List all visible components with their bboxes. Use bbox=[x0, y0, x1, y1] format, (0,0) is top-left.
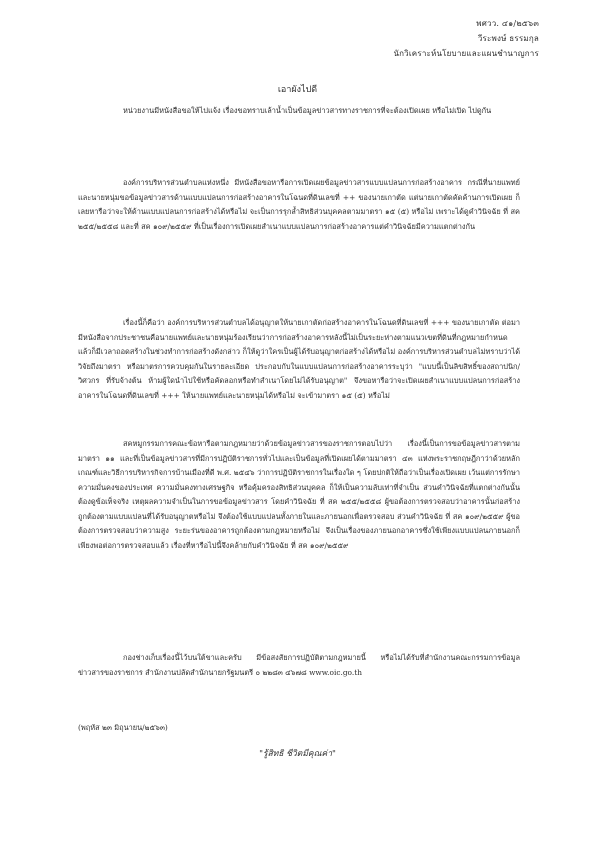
paragraph-closing bbox=[78, 651, 520, 680]
author-position: นักวิเคราะห์นโยบายและแผนชำนาญการ bbox=[393, 49, 539, 58]
paragraph-case bbox=[78, 176, 520, 234]
paragraph-answer bbox=[78, 437, 520, 553]
paragraph-intro-text: หน่วยงานมีหนังสือขอให้ไปแจ้ง เรื่องขอทราบเล้าน้ำเป็นข้อมูลข่าวสารทางราชการที่จะต้องเปิดเผย หรือไม่เปิด ไปดูกัน bbox=[123, 106, 492, 115]
paragraph-answer-text: สคหมูกรรมการคณะข้อหารือตามกฎหมายว่าด้วยข้อมูลข่าวสารของราชการตอบไปว่า เรื่องนี้เป็นการขอข้อมูลข่าวสารตามมาตรา ๑๑ และที่เป็นข้อมูลข่าวสารที่มีการปฏิบัติราชการทั่วไปและเป็นข้อมูลที่เปิดเผยได้ตามมาตรา ๔๓ แห่งพระราชกฤษฎีกาว่าด้วยหลักเกณฑ์และวิธีการบริหารกิจการบ้านเมืองที่ดี พ.ศ. ๒๕๔๖ ว่าการปฏิบัติราชการในเรื่องใด ๆ โดยปกติให้ถือว่าเป็นเรื่องเปิดเผย เว้นแต่การรักษาความมั่นคงของประเทศ ความมั่นคงทางเศรษฐกิจ หรือคุ้มครองสิทธิส่วนบุคคล ก็ให้เป็นความลับเท่าที่จำเป็น ส่วนคำวินิจฉัยที่แตกต่างกันนั้น ต้องดูข้อเท็จจริง เหตุผลความจำเป็นในการขอข้อมูลข่าวสาร โดยคำวินิจฉัย ที่ สค ๒๕๕/๒๕๕๘ ผู้ขอต้องการตรวจสอบว่าอาคารนั้นก่อสร้างถูกต้องตามแบบแปลนที่ได้รับอนุญาตหรือไม่ จึงต้องใช้แบบแปลนทั้งภายในและภายนอกเพื่อตรวจสอบ ส่วนคำวินิจฉัย ที่ สค ๑๐๙/๒๕๕๙ ผู้ขอต้องการตรวจสอบว่าความสูง ระยะร่นของอาคารถูกต้องตามกฎหมายหรือไม่ จึงเป็นเรื่องของภายนอกอาคารซึ่งใช้เพียงแบบแปลนภายนอกก็เพียงพอต่อการตรวจสอบแล้ว เรื่องที่หารือไปนี้จึงคล้ายกับคำวินิจฉัย ที่ สค ๑๐๙/๒๕๕๙ bbox=[78, 439, 520, 550]
paragraph-facts bbox=[78, 316, 520, 403]
paragraph-closing-text: กองช่างเก็บเรื่องนี้ไว้บนใต้ขาและครับ มีข้อสงสัยการปฏิบัติตามกฎหมายนี้ หรือไม่ได้รับที่สำนักงานคณะกรรมการข้อมูลข่าวสารของราชการ สำนักงานปลัดสำนักนายกรัฐมนตรี ๐ ๒๒๘๓ ๔๖๗๘ bbox=[78, 653, 520, 677]
slogan: "รู้สิทธิ ชีวิตมีคุณค่า" bbox=[259, 749, 336, 759]
website-link[interactable]: www.oic.go.th bbox=[309, 667, 362, 677]
reference-block bbox=[349, 16, 539, 61]
author-name: วีระพงษ์ ธรรมกุล bbox=[477, 34, 539, 43]
paragraph-intro bbox=[78, 104, 520, 119]
date-line: (พฤหัส ๒๓ มิถุนายน/๒๕๖๓) bbox=[78, 723, 168, 732]
document-title: เอาผังไปดี bbox=[277, 85, 318, 95]
reference-number: พศวว. ๔๑/๒๕๖๓ bbox=[476, 19, 539, 28]
paragraph-case-text: องค์การบริหารส่วนตำบลแห่งหนึ่ง มีหนังสือขอหารือการเปิดเผยข้อมูลข่าวสารแบบแปลนการก่อสร้างอาคาร กรณีที่นายแพทย์ และนายหนุ่มขอข้อมูลข่าวสารด้านแบบแปลนการก่อสร้างอาคารในโฉนดที่ดินเลขที่ ++ ของนายเกาตัด แต่นายเกาตัดคัดค้านการเปิดเผย ก็เลยหารือว่าจะให้ด้านแบบแปลนการก่อสร้างได้หรือไม่ จะเป็นการรุกล้ำสิทธิส่วนบุคคลตามมาตรา ๑๕ (๕) หรือไม่ เพราะได้ดูคำวินิจฉัย ที่ สค ๒๕๕/๒๕๕๘ และที่ สค ๑๐๙/๒๕๕๙ ที่เป็นเรื่องการเปิดเผยสำเนาแบบแปลนการก่อสร้างอาคารแต่คำวินิจฉัยมีความแตกต่างกัน bbox=[78, 178, 520, 231]
paragraph-facts-text: เรื่องนี้ก็คือว่า องค์การบริหารส่วนตำบลได้อนุญาตให้นายเกาตัดก่อสร้างอาคารในโฉนดที่ดินเลขที่ +++ ของนายเกาตัด ต่อมามีหนังสือจากประชาชนคือนายแพทย์และนายหนุ่มร้องเรียนว่าการก่อสร้างอาคารหลังนี้ไม่เป็นระยะห่างตามแนวเขตที่ดินที่กฎหมายกำหนด แล้วก็มีเวลาถอดสร้างในช่วงทำการก่อสร้างดังกล่าว ก็ให้ดูว่าใครเป็นผู้ได้รับอนุญาตก่อสร้างได้หรือไม่ องค์การบริหารส่วนตำบลไม่ทราบว่าได้วิจัยถึงมาตรา หรือมาตรการควบคุมกันในรายละเอียด ประกอบกับในแบบแปลนการก่อสร้างอาคารระบุว่า "แบบนี้เป็นลิขสิทธิ์ของสถาปนิก/วิศวกร ที่รับจ้างต้น ห้ามผู้ใดนำไปใช้หรือคัดลอกหรือทำสำเนาโดยไม่ได้รับอนุญาต" จึงขอหารือว่าจะเปิดเผยสำเนาแบบแปลนการก่อสร้างอาคารในโฉนดที่ดินเลขที่ +++ ให้นายแพทย์และนายหนุ่มได้หรือไม่ จะเข้ามาตรา ๑๕ (๕) หรือไม่ bbox=[78, 318, 520, 400]
